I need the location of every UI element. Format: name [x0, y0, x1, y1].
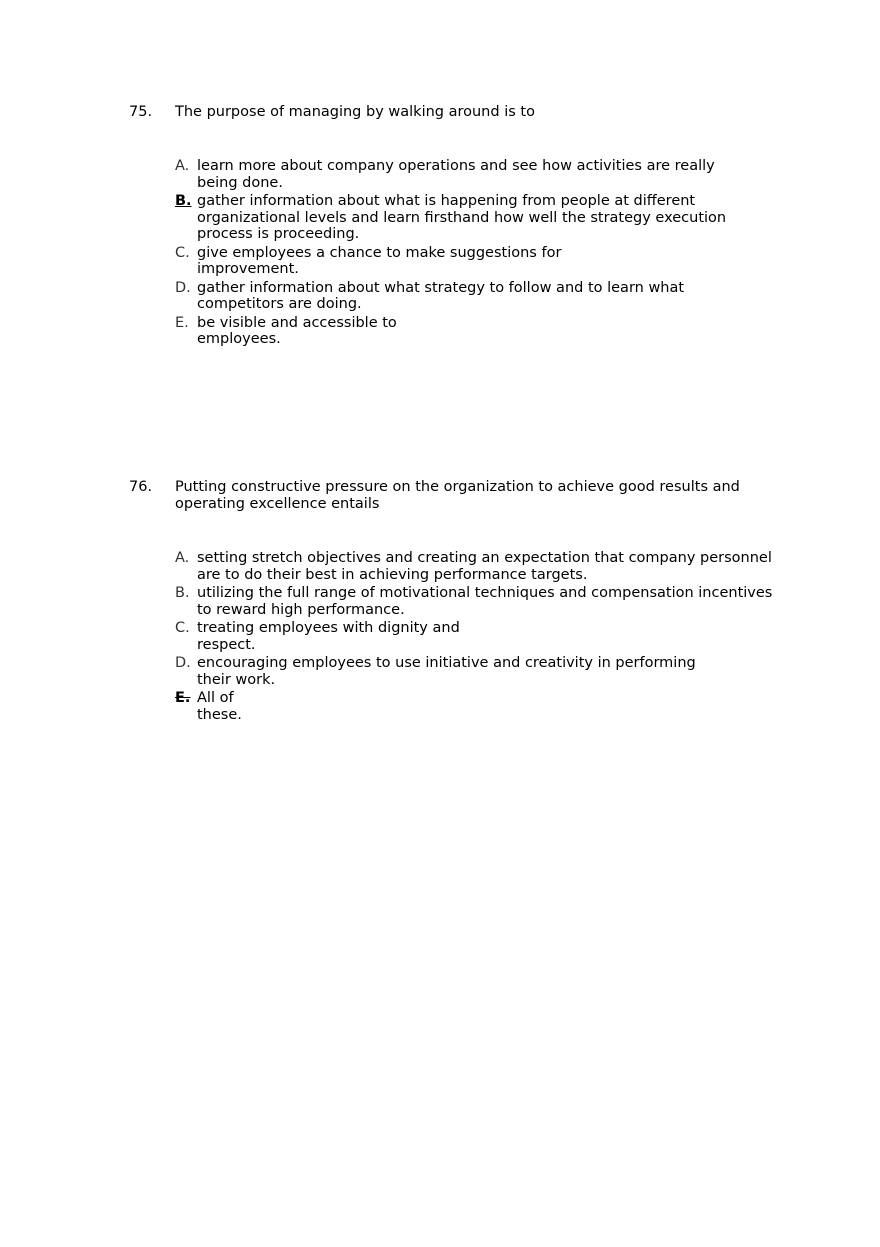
option-c [175, 245, 789, 278]
option-a [175, 550, 789, 583]
question-75 [129, 104, 789, 350]
option-letter-struck: E. [175, 690, 191, 706]
option-a [175, 158, 789, 191]
option-letter: D. [175, 655, 191, 671]
question-number: 75. [129, 104, 153, 120]
option-letter: C. [175, 244, 190, 261]
option-text: learn more about company operations and see how activities are really being done. [197, 158, 715, 191]
option-d [175, 280, 789, 313]
option-b [175, 585, 789, 618]
option-text: encouraging employees to use initiative and creativity in performing their work. [197, 655, 696, 688]
option-text: give employees a chance to make suggestions for improvement. [197, 244, 562, 277]
option-letter: A. [175, 550, 190, 566]
option-letter: C. [175, 620, 190, 636]
option-text: setting stretch objectives and creating an expectation that company personnel are to do their best in achieving performance targets. [197, 550, 772, 583]
question-stem [129, 104, 789, 121]
question-76 [129, 479, 789, 725]
option-d [175, 655, 789, 688]
option-c [175, 620, 789, 653]
option-text: gather information about what strategy to follow and to learn what competitors are doing. [197, 279, 685, 312]
option-text: gather information about what is happening from people at different organizational levels and learn firsthand how well the strategy execution process is proceeding. [197, 193, 727, 242]
option-e-struck [175, 690, 789, 723]
question-text: The purpose of managing by walking around is to [175, 104, 535, 120]
option-letter: A. [175, 158, 190, 174]
answer-options [175, 550, 789, 723]
question-number: 76. [129, 479, 153, 495]
option-text: utilizing the full range of motivational techniques and compensation incentives to reward high performance. [197, 585, 773, 618]
option-text: be visible and accessible to employees. [197, 314, 397, 347]
option-e [175, 315, 789, 348]
answer-options [175, 158, 789, 348]
option-text: treating employees with dignity and respect. [197, 620, 460, 653]
option-letter: D. [175, 279, 191, 296]
option-b-correct [175, 193, 789, 243]
option-letter: E. [175, 314, 189, 331]
option-text: All of these. [197, 690, 242, 723]
option-letter: B. [175, 585, 190, 601]
question-stem [129, 479, 789, 513]
option-letter-correct: B. [175, 193, 192, 209]
question-text: Putting constructive pressure on the organization to achieve good results and operating excellence entails [175, 479, 740, 512]
